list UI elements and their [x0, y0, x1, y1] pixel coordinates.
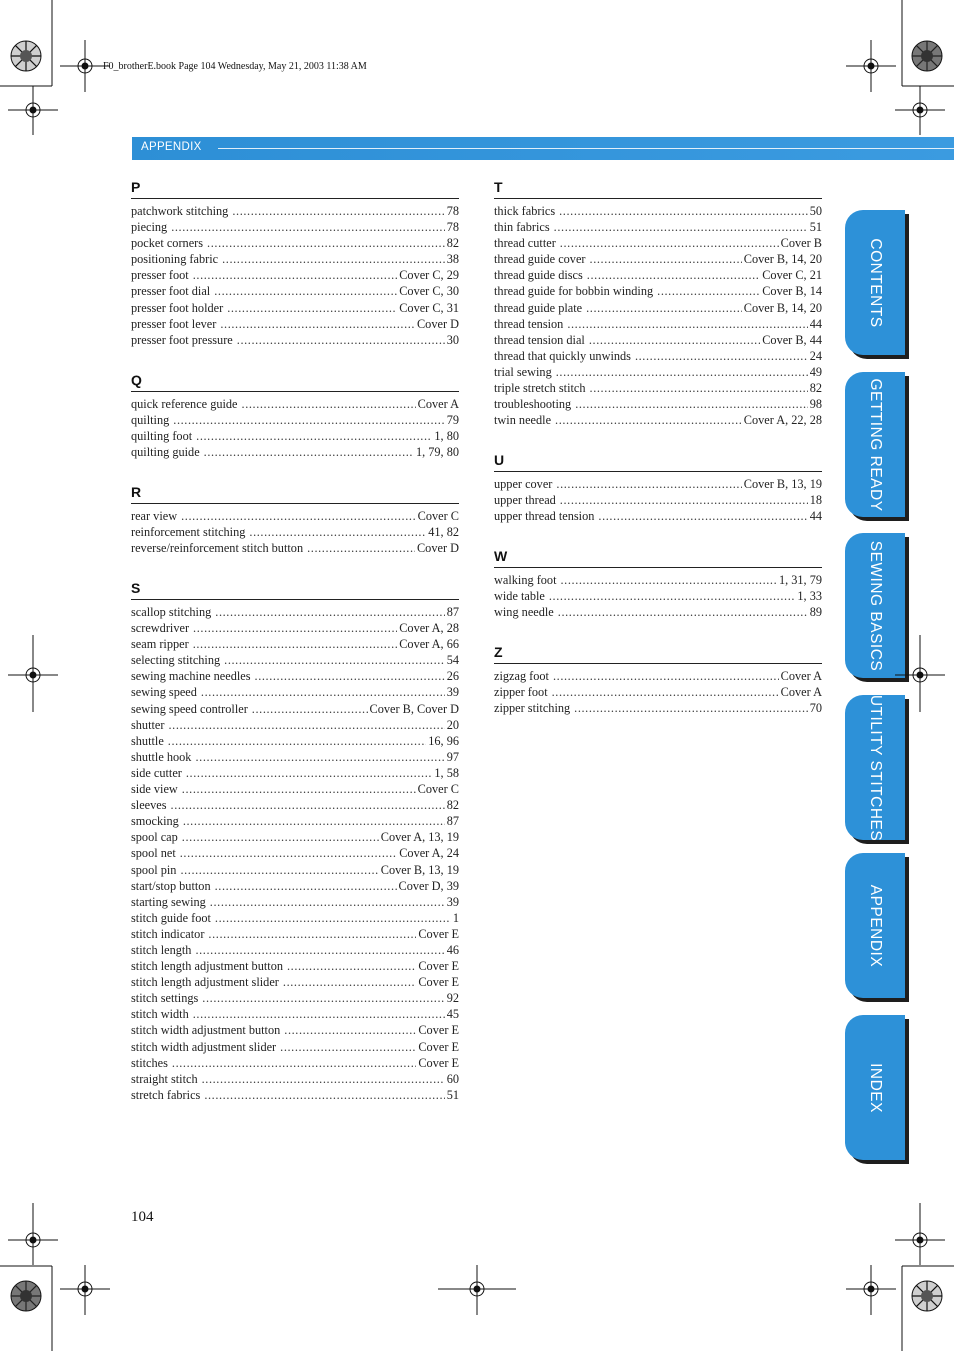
- index-term: upper thread tension: [494, 509, 595, 524]
- index-term: stitch length: [131, 942, 192, 957]
- registration-mark-icon: [438, 1265, 516, 1315]
- index-page-ref: Cover C, 21: [762, 268, 822, 283]
- index-term: stitch width: [131, 1007, 189, 1022]
- index-term: sewing machine needles: [131, 669, 251, 684]
- index-page-ref: Cover B, 14: [762, 284, 822, 299]
- index-term: thread that quickly unwinds: [494, 348, 631, 363]
- index-term: twin needle: [494, 413, 552, 428]
- index-term: stitch guide foot: [131, 910, 211, 925]
- index-page-ref: Cover D: [416, 541, 459, 556]
- index-term: shutter: [131, 717, 165, 732]
- target-dial-icon: [912, 1281, 942, 1311]
- index-page-ref: 70: [809, 701, 822, 716]
- tab-label: CONTENTS: [867, 237, 884, 328]
- file-info-header: F0_brotherE.book Page 104 Wednesday, May 21, 2003 11:38 AM: [103, 61, 367, 72]
- index-page-ref: 41, 82: [428, 525, 459, 540]
- index-page-ref: 1: [452, 910, 459, 925]
- index-page-ref: 51: [809, 220, 822, 235]
- index-page-ref: Cover C, 30: [399, 284, 459, 299]
- registration-mark-icon: [846, 40, 896, 92]
- index-page-ref: 38: [446, 252, 459, 267]
- index-term: quilting foot: [131, 429, 193, 444]
- section-letter: Z: [494, 644, 503, 660]
- index-page-ref: 54: [446, 653, 459, 668]
- page-number: 104: [131, 1209, 154, 1225]
- index-page-ref: 97: [446, 749, 459, 764]
- index-page-ref: Cover A, 66: [399, 637, 459, 652]
- index-term: zigzag foot: [494, 669, 549, 683]
- registration-mark-icon: [895, 1203, 945, 1265]
- index-page-ref: 44: [809, 509, 822, 524]
- index-page-ref: Cover B, 13, 19: [743, 477, 822, 491]
- index-page-ref: Cover B, 14, 20: [743, 300, 822, 315]
- index-page-ref: Cover A, 28: [399, 621, 459, 636]
- index-page-ref: 98: [809, 397, 822, 412]
- index-term: reverse/reinforcement stitch button: [131, 541, 304, 556]
- index-term: quilting: [131, 413, 170, 428]
- registration-mark-icon: [8, 635, 58, 712]
- index-term: spool cap: [131, 830, 178, 845]
- index-page-ref: 1, 33: [797, 589, 822, 604]
- index-page-ref: Cover A: [780, 685, 822, 700]
- index-page-ref: 50: [809, 204, 822, 218]
- tab-label: UTILITY STITCHES: [867, 694, 884, 841]
- section-letter: P: [131, 179, 141, 195]
- index-term: starting sewing: [131, 894, 206, 909]
- index-term: reinforcement stitching: [131, 525, 246, 540]
- index-term: stitches: [131, 1055, 168, 1070]
- index-page-ref: 39: [446, 894, 459, 909]
- index-term: sewing speed controller: [131, 701, 248, 716]
- index-term: thread guide cover: [494, 252, 586, 267]
- index-term: spool pin: [131, 862, 177, 877]
- index-term: presser foot pressure: [131, 332, 233, 347]
- index-page-ref: Cover A, 24: [399, 846, 459, 861]
- index-term: thread cutter: [494, 236, 556, 251]
- index-page-ref: Cover B: [780, 236, 822, 251]
- index-term: spool net: [131, 846, 176, 861]
- index-page-ref: 79: [446, 413, 459, 428]
- target-dial-icon: [11, 1281, 41, 1311]
- index-page-ref: Cover E: [418, 975, 459, 990]
- index-page-ref: Cover A, 13, 19: [380, 830, 459, 845]
- index-page-ref: 1, 79, 80: [415, 445, 459, 460]
- index-term: thread guide discs: [494, 268, 583, 283]
- index-term: shuttle hook: [131, 749, 192, 764]
- registration-mark-icon: [895, 86, 945, 135]
- index-page-ref: Cover D: [416, 316, 459, 331]
- index-term: stitch length adjustment slider: [131, 975, 279, 990]
- tab-label: GETTING READY: [867, 377, 884, 512]
- index-page-ref: 87: [446, 605, 459, 619]
- index-term: wide table: [494, 589, 545, 604]
- index-page-ref: 92: [446, 991, 459, 1006]
- registration-mark-icon: [846, 1265, 896, 1315]
- index-term: thread guide plate: [494, 300, 583, 315]
- index-term: scallop stitching: [131, 605, 212, 619]
- index-term: sewing speed: [131, 685, 197, 700]
- section-letter: Q: [131, 372, 142, 388]
- section-letter: T: [494, 179, 503, 195]
- index-term: thin fabrics: [494, 220, 550, 235]
- index-term: side cutter: [131, 765, 182, 780]
- index-page-ref: 39: [446, 685, 459, 700]
- index-page-ref: Cover E: [418, 1023, 459, 1038]
- index-page-ref: Cover C: [417, 782, 459, 797]
- index-term: wing needle: [494, 605, 554, 620]
- index-page-ref: 87: [446, 814, 459, 829]
- index-page-ref: 16, 96: [428, 733, 459, 748]
- registration-mark-icon: [895, 635, 945, 712]
- index-term: smocking: [131, 814, 179, 829]
- index-term: stitch width adjustment button: [131, 1023, 281, 1038]
- index-page-ref: Cover C: [417, 509, 459, 523]
- index-term: start/stop button: [131, 878, 211, 893]
- registration-mark-icon: [60, 1265, 110, 1315]
- index-term: stitch width adjustment slider: [131, 1039, 277, 1054]
- index-page-ref: Cover A: [780, 669, 822, 683]
- index-term: thread tension: [494, 316, 564, 331]
- index-term: piecing: [131, 220, 168, 235]
- index-term: stitch indicator: [131, 926, 205, 941]
- index-term: patchwork stitching: [131, 204, 229, 218]
- index-page-ref: Cover C, 31: [399, 300, 459, 315]
- index-term: upper cover: [494, 477, 553, 491]
- index-page-ref: Cover E: [418, 959, 459, 974]
- index-term: sleeves: [131, 798, 167, 813]
- index-page-ref: 1, 80: [434, 429, 459, 444]
- index-term: triple stretch stitch: [494, 381, 586, 396]
- index-term: quick reference guide: [131, 397, 238, 411]
- index-page-ref: 78: [446, 204, 459, 218]
- index-term: zipper stitching: [494, 701, 571, 716]
- index-term: trial sewing: [494, 364, 552, 379]
- tab-label: INDEX: [867, 1062, 884, 1113]
- index-term: rear view: [131, 509, 178, 523]
- index-page-ref: 46: [446, 942, 459, 957]
- index-term: stretch fabrics: [131, 1087, 201, 1102]
- index-page-ref: 49: [809, 364, 822, 379]
- index-page-ref: 18: [809, 493, 822, 508]
- index-page-ref: Cover B, 44: [762, 332, 822, 347]
- index-page-ref: 45: [446, 1007, 459, 1022]
- index-page-ref: Cover B, Cover D: [369, 701, 459, 716]
- index-page-ref: Cover A: [417, 397, 459, 411]
- index-term: side view: [131, 782, 178, 797]
- index-term: presser foot dial: [131, 284, 211, 299]
- tab-label: APPENDIX: [867, 884, 884, 967]
- index-term: pocket corners: [131, 236, 204, 251]
- index-page-ref: 44: [809, 316, 822, 331]
- index-page-ref: 26: [446, 669, 459, 684]
- index-term: straight stitch: [131, 1071, 198, 1086]
- section-band-label: APPENDIX: [141, 141, 202, 153]
- registration-mark-icon: [8, 86, 58, 135]
- index-page-ref: Cover E: [418, 926, 459, 941]
- tab-label: SEWING BASICS: [867, 540, 884, 671]
- index-page-ref: 20: [446, 717, 459, 732]
- section-letter: S: [131, 580, 141, 596]
- index-term: presser foot holder: [131, 300, 224, 315]
- index-term: walking foot: [494, 573, 557, 587]
- index-page-ref: 51: [446, 1087, 459, 1102]
- index-page-ref: 60: [446, 1071, 459, 1086]
- index-term: zipper foot: [494, 685, 548, 700]
- registration-mark-icon: [8, 1203, 58, 1265]
- section-letter: W: [494, 548, 508, 564]
- index-term: upper thread: [494, 493, 556, 508]
- index-page-ref: Cover B, 13, 19: [380, 862, 459, 877]
- index-term: positioning fabric: [131, 252, 219, 267]
- index-term: seam ripper: [131, 637, 189, 652]
- index-term: shuttle: [131, 733, 164, 748]
- index-term: screwdriver: [131, 621, 190, 636]
- index-term: thread tension dial: [494, 332, 585, 347]
- index-page-ref: Cover A, 22, 28: [743, 413, 822, 428]
- registration-mark-icon: [60, 40, 110, 92]
- target-dial-icon: [912, 41, 942, 71]
- index-term: troubleshooting: [494, 397, 572, 412]
- index-page-ref: 24: [809, 348, 822, 363]
- index-page-ref: 82: [809, 381, 822, 396]
- index-page-ref: 78: [446, 220, 459, 235]
- index-page-ref: 82: [446, 236, 459, 251]
- index-term: presser foot lever: [131, 316, 217, 331]
- index-term: selecting stitching: [131, 653, 221, 668]
- index-term: stitch settings: [131, 991, 199, 1006]
- index-term: presser foot: [131, 268, 189, 283]
- index-page-ref: Cover E: [418, 1055, 459, 1070]
- index-page-ref: 1, 58: [434, 765, 459, 780]
- index-page-ref: Cover C, 29: [399, 268, 459, 283]
- index-page-ref: 82: [446, 798, 459, 813]
- index-page-ref: 30: [446, 332, 459, 347]
- index-page-ref: Cover E: [418, 1039, 459, 1054]
- index-term: quilting guide: [131, 445, 200, 460]
- section-letter: R: [131, 484, 142, 500]
- index-page-ref: 1, 31, 79: [778, 573, 822, 587]
- index-term: thick fabrics: [494, 204, 556, 218]
- target-dial-icon: [11, 41, 41, 71]
- index-term: stitch length adjustment button: [131, 959, 283, 974]
- index-page-ref: Cover D, 39: [398, 878, 459, 893]
- section-letter: U: [494, 452, 505, 468]
- index-term: thread guide for bobbin winding: [494, 284, 654, 299]
- index-page-ref: 89: [809, 605, 822, 620]
- index-page-ref: Cover B, 14, 20: [743, 252, 822, 267]
